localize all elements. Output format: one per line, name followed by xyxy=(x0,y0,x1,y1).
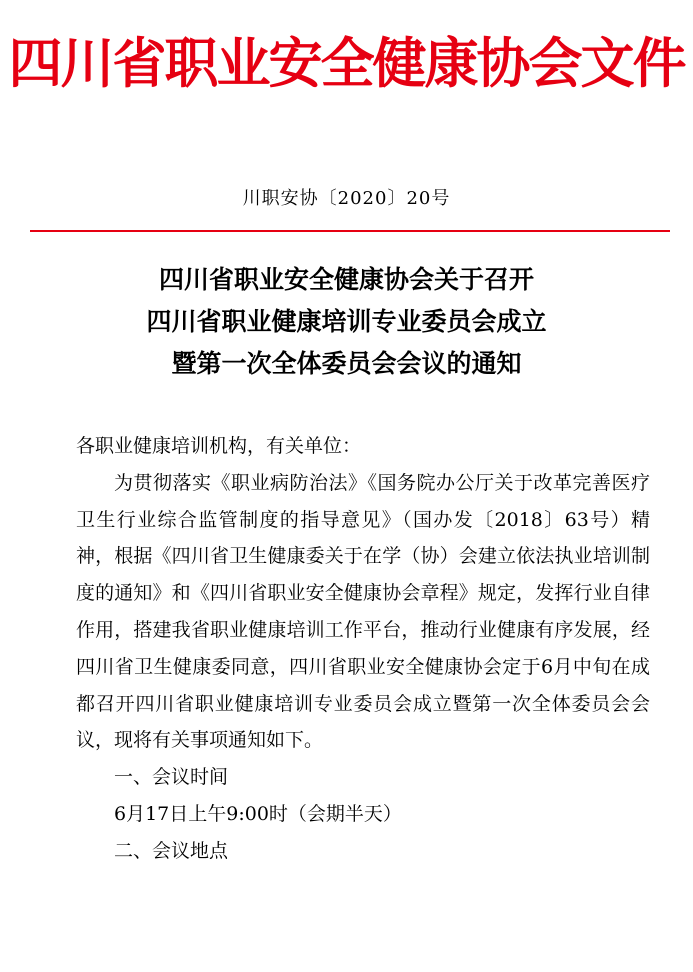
document-header-title: 四川省职业安全健康协会文件 xyxy=(8,32,685,95)
notice-title-line-3: 暨第一次全体委员会会议的通知 xyxy=(171,349,522,378)
section-heading-meeting-location: 二、会议地点 xyxy=(114,839,229,862)
document-number: 川职安协〔2020〕20号 xyxy=(242,188,451,209)
notice-title xyxy=(0,259,693,385)
notice-title-line-1: 四川省职业安全健康协会关于召开 xyxy=(158,265,534,294)
salutation: 各职业健康培训机构，有关单位： xyxy=(76,435,362,457)
meeting-time-detail: 6月17日上午9:00时（会期半天） xyxy=(114,802,402,825)
notice-title-line-2: 四川省职业健康培训专业委员会成立 xyxy=(146,307,547,336)
section-heading-meeting-time: 一、会议时间 xyxy=(114,766,229,789)
notice-body xyxy=(76,428,650,870)
body-paragraph: 为贯彻落实《职业病防治法》《国务院办公厅关于改革完善医疗卫生行业综合监管制度的指导意见》（国办发〔2018〕63号）精神，根据《四川省卫生健康委关于在学（协）会建立依法执业培训制度的通知》和《四川省职业安全健康协会章程》规定，发挥行业自律作用，搭建我省职业健康培训工作平台，推动行业健康有序发展，经四川省卫生健康委同意，四川省职业安全健康协会定于6月中旬在成都召开四川省职业健康培训专业委员会成立暨第一次全体委员会会议，现将有关事项通知如下。 xyxy=(76,471,650,752)
header-divider-line xyxy=(30,230,670,232)
